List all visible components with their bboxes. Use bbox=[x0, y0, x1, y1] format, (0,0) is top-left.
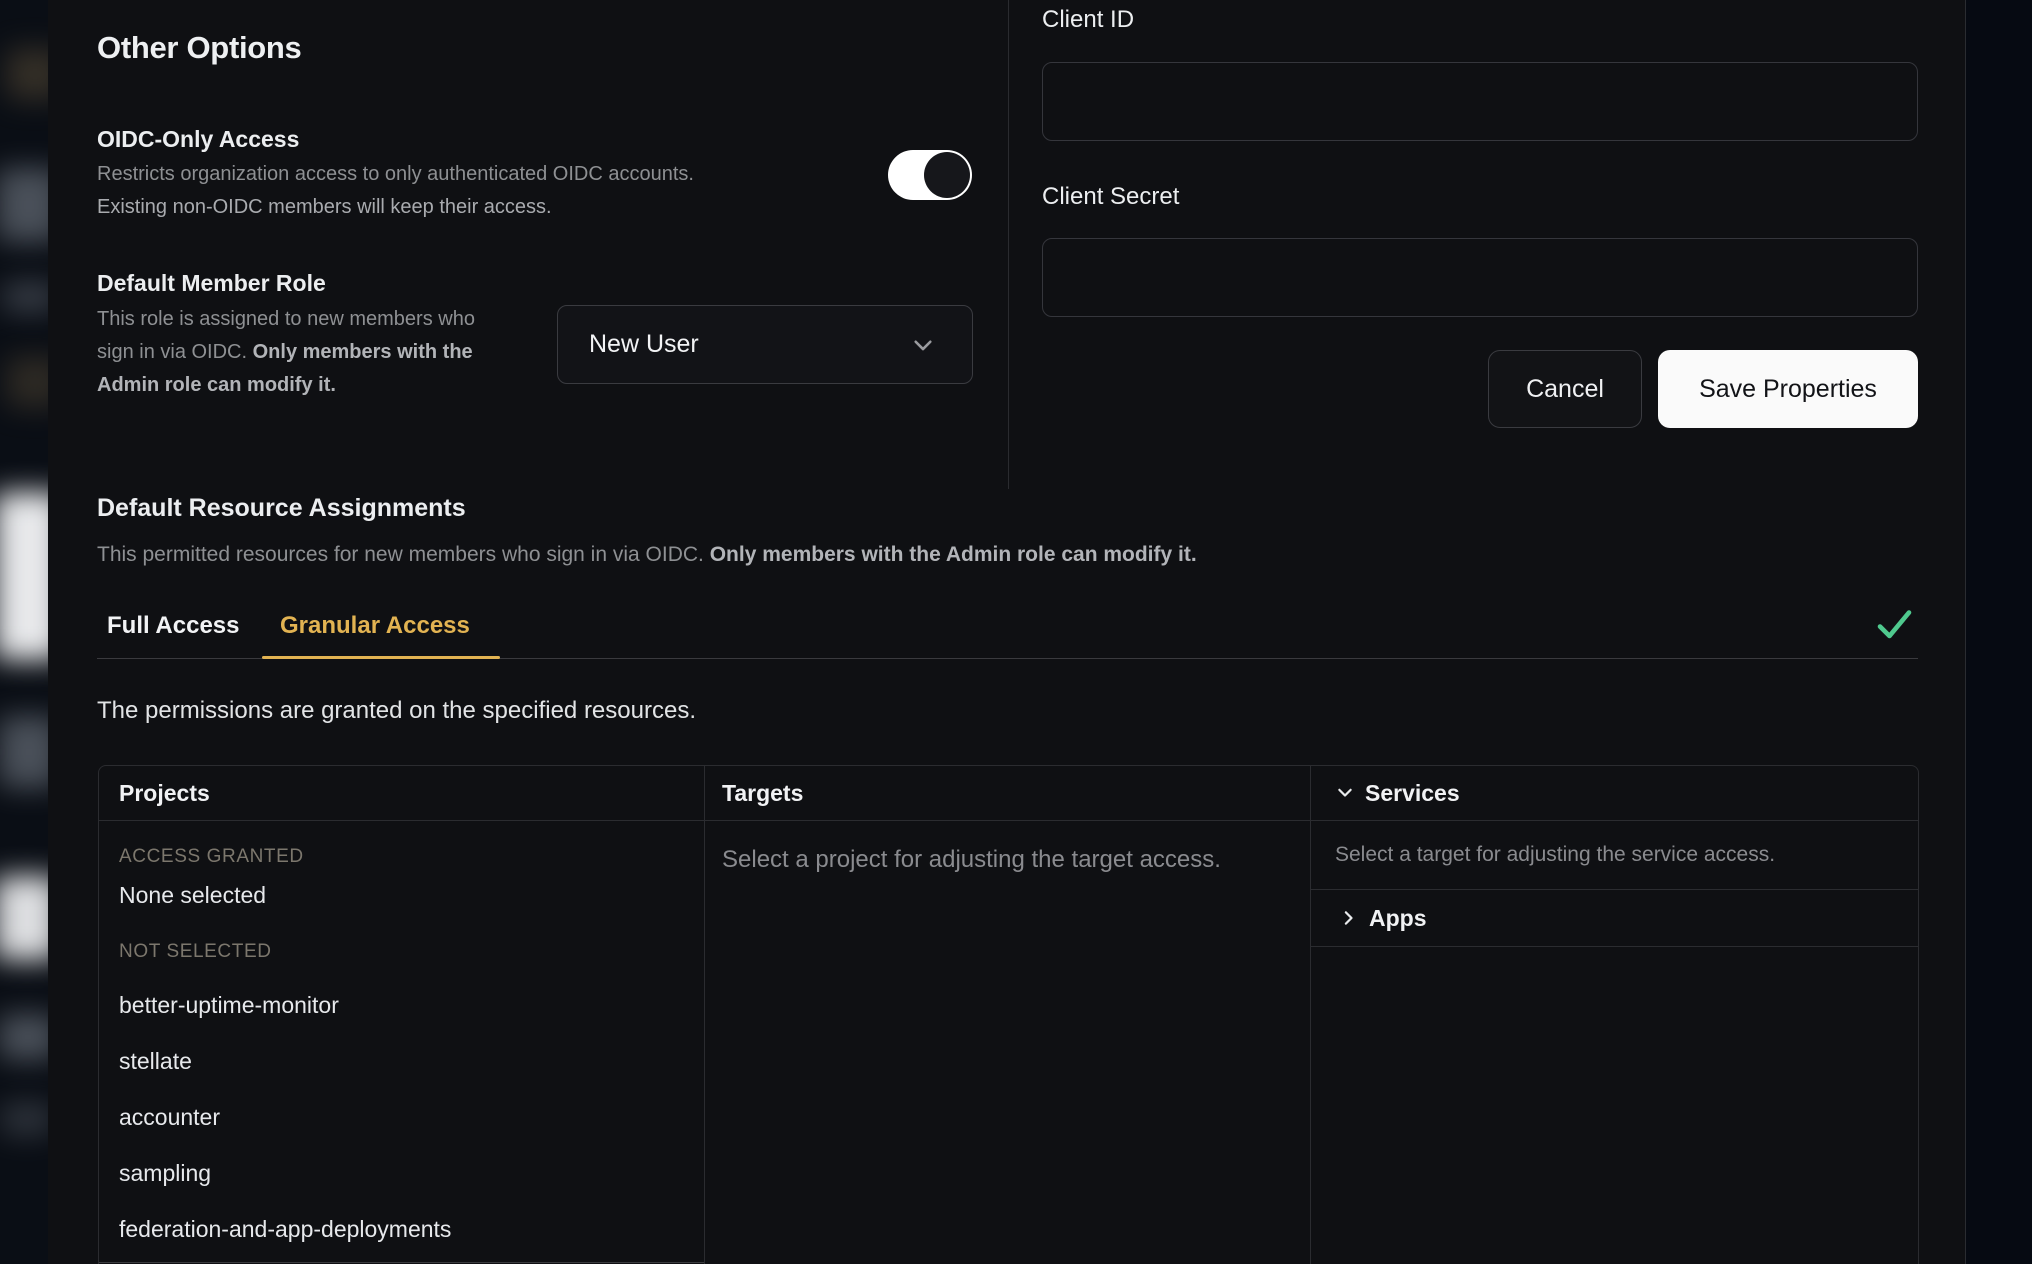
client-secret-label: Client Secret bbox=[1042, 183, 1180, 210]
services-placeholder-row bbox=[1311, 821, 1918, 890]
apps-accordion-header[interactable] bbox=[1311, 890, 1918, 947]
client-id-input[interactable] bbox=[1042, 62, 1918, 141]
project-item[interactable]: sampling bbox=[119, 1160, 212, 1186]
section-title-other-options: Other Options bbox=[97, 30, 302, 65]
not-selected-label: NOT SELECTED bbox=[119, 941, 272, 962]
section-divider bbox=[1008, 0, 1009, 489]
blurred-blob bbox=[0, 1014, 48, 1060]
oidc-only-toggle[interactable] bbox=[888, 150, 972, 200]
background-page-blurred bbox=[0, 0, 48, 1264]
project-item[interactable]: better-uptime-monitor bbox=[119, 992, 339, 1018]
projects-list-bottom-divider bbox=[99, 1262, 704, 1263]
chevron-right-icon bbox=[1339, 908, 1359, 928]
services-column-header-label: Services bbox=[1365, 779, 1460, 806]
blurred-blob bbox=[0, 492, 48, 660]
active-tab-underline bbox=[262, 656, 500, 659]
projects-list bbox=[99, 821, 704, 1243]
blurred-blob bbox=[6, 48, 48, 100]
projects-column-header: Projects bbox=[99, 766, 704, 821]
targets-placeholder: Select a project for adjusting the target access. bbox=[722, 846, 1221, 873]
services-placeholder: Select a target for adjusting the service access. bbox=[1335, 843, 1776, 866]
client-id-label: Client ID bbox=[1042, 6, 1135, 33]
default-member-role-label: Default Member Role bbox=[97, 270, 326, 296]
resource-assignments-title: Default Resource Assignments bbox=[97, 494, 466, 522]
services-column bbox=[1311, 766, 1918, 1264]
project-item[interactable]: accounter bbox=[119, 1104, 221, 1130]
blurred-blob bbox=[6, 356, 48, 408]
check-icon bbox=[1872, 604, 1916, 651]
tab-full-access[interactable]: Full Access bbox=[107, 612, 240, 639]
tab-granular-access[interactable]: Granular Access bbox=[280, 612, 470, 639]
save-properties-button[interactable]: Save Properties bbox=[1658, 350, 1918, 428]
default-member-role-select[interactable] bbox=[557, 305, 973, 384]
granular-access-table bbox=[98, 765, 1919, 1264]
apps-header-label: Apps bbox=[1369, 904, 1427, 931]
selected-role-value: New User bbox=[589, 330, 699, 358]
toggle-knob bbox=[924, 152, 970, 198]
cancel-button[interactable]: Cancel bbox=[1488, 350, 1642, 428]
project-item[interactable]: federation-and-app-deployments bbox=[119, 1216, 452, 1242]
blurred-blob bbox=[0, 168, 48, 242]
access-granted-label: ACCESS GRANTED bbox=[119, 846, 304, 867]
oidc-only-access-label: OIDC-Only Access bbox=[97, 126, 300, 152]
targets-column bbox=[705, 766, 1311, 1264]
targets-column-header: Targets bbox=[705, 766, 1310, 821]
project-item[interactable]: stellate bbox=[119, 1048, 192, 1074]
oidc-only-access-description: Restricts organization access to only authenticated OIDC accounts. Existing non-OIDC members will keep their access. bbox=[97, 163, 694, 218]
access-granted-value: None selected bbox=[119, 882, 267, 908]
chevron-down-icon bbox=[910, 332, 936, 358]
blurred-blob bbox=[0, 876, 48, 960]
blurred-blob bbox=[0, 716, 48, 788]
services-accordion-header[interactable] bbox=[1311, 766, 1918, 821]
resource-assignments-description: This permitted resources for new members who sign in via OIDC. Only members with the Admin role can modify it. bbox=[97, 543, 1197, 566]
chevron-down-icon bbox=[1335, 783, 1355, 803]
permissions-note: The permissions are granted on the specified resources. bbox=[97, 697, 696, 724]
blurred-blob bbox=[2, 282, 48, 312]
settings-panel bbox=[48, 0, 1966, 1264]
blurred-blob bbox=[0, 1102, 48, 1136]
client-secret-input[interactable] bbox=[1042, 238, 1918, 317]
default-member-role-description: This role is assigned to new members who sign in via OIDC. Only members with the Admin role can modify it. bbox=[97, 308, 475, 396]
projects-column bbox=[99, 766, 705, 1264]
